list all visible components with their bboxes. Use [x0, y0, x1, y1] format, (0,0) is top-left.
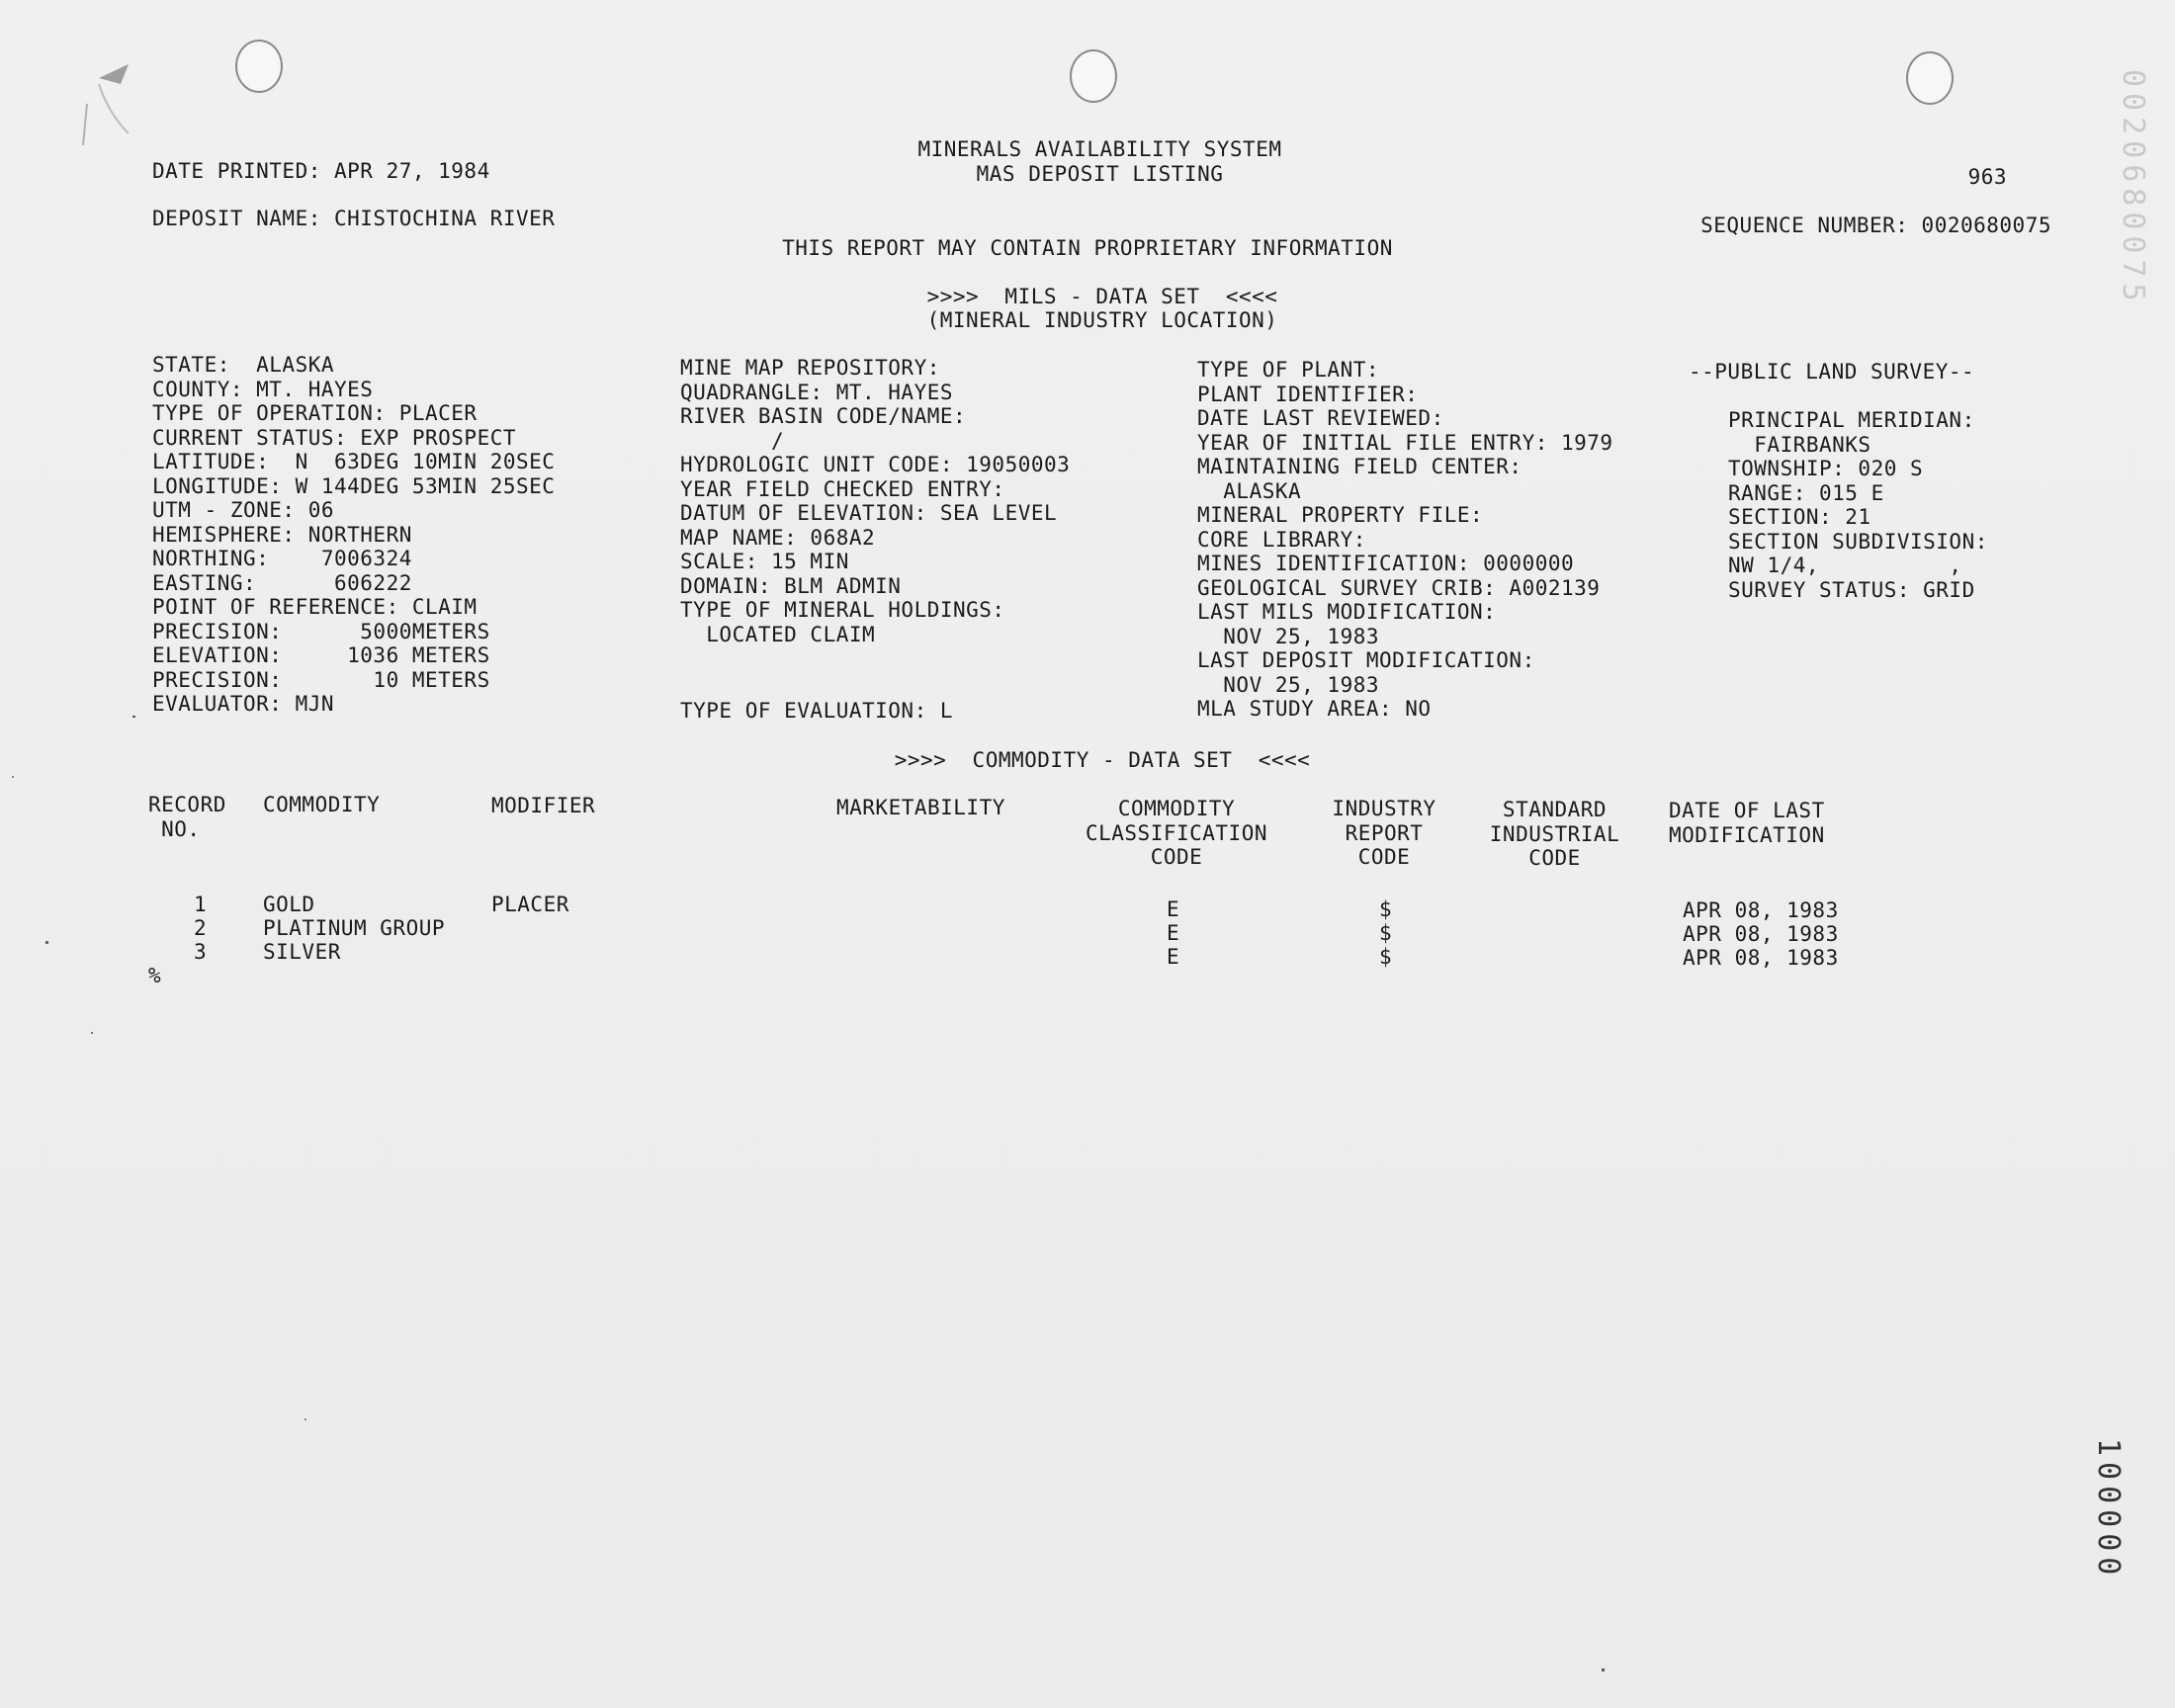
- classification-code-cell: E: [1167, 921, 1180, 945]
- record-number-cell: 3: [194, 940, 208, 964]
- survey-field-line: PRINCIPAL MERIDIAN:: [1728, 408, 1975, 432]
- sequence-number: SEQUENCE NUMBER: 0020680075: [1700, 214, 2051, 237]
- column-header-line: MARKETABILITY: [836, 796, 1005, 819]
- mils-field-line: PRECISION: 5000METERS: [152, 619, 490, 643]
- page-number: 963: [1967, 165, 2007, 189]
- mils-field-line: PRECISION: 10 METERS: [152, 667, 490, 692]
- column-header-line: CLASSIFICATION: [1085, 820, 1267, 845]
- industry-report-code-cell: $: [1379, 945, 1393, 969]
- column-header-line: COMMODITY: [1117, 797, 1236, 820]
- report-terminator: %: [148, 964, 162, 987]
- industry-report-code-cell: $: [1379, 921, 1393, 945]
- survey-field-line: RANGE: 015 E: [1728, 480, 1884, 505]
- survey-field-line: SURVEY STATUS: GRID: [1728, 577, 1975, 602]
- table-row: [0, 893, 2175, 922]
- punch-hole-center: [1070, 49, 1117, 103]
- mils-field-line: QUADRANGLE: MT. HAYES: [680, 380, 954, 404]
- paper-speck: [45, 941, 48, 944]
- survey-field-line: TOWNSHIP: 020 S: [1728, 457, 1924, 480]
- mils-field-line: EASTING: 606222: [152, 570, 412, 595]
- mils-field-line: TYPE OF OPERATION: PLACER: [152, 401, 478, 425]
- column-header-line: NO.: [148, 816, 201, 841]
- commodity-cell: PLATINUM GROUP: [263, 916, 446, 940]
- mils-field-line: POINT OF REFERENCE: CLAIM: [152, 595, 478, 619]
- mils-field-line: PLANT IDENTIFIER:: [1197, 382, 1419, 406]
- mils-field-line: LAST MILS MODIFICATION:: [1197, 600, 1497, 624]
- mils-field-line: MLA STUDY AREA: NO: [1197, 697, 1432, 721]
- mils-field-line: COUNTY: MT. HAYES: [152, 377, 374, 401]
- mils-field-line: LAST DEPOSIT MODIFICATION:: [1197, 648, 1535, 672]
- mils-field-line: LATITUDE: N 63DEG 10MIN 20SEC: [152, 450, 556, 473]
- record-number-cell: 2: [194, 916, 208, 940]
- mils-field-line: LOCATED CLAIM: [680, 622, 876, 646]
- mils-field-line: STATE: ALASKA: [152, 353, 335, 377]
- table-row: [0, 940, 2175, 970]
- mils-field-line: HEMISPHERE: NORTHERN: [152, 522, 412, 547]
- survey-field-line: SECTION: 21: [1728, 505, 1871, 529]
- col-header-date: [1669, 799, 1825, 847]
- column-header-line: RECORD: [148, 793, 226, 816]
- mils-field-line: MINES IDENTIFICATION: 0000000: [1197, 552, 1575, 575]
- mils-field-line: ELEVATION: 1036 METERS: [152, 643, 490, 667]
- system-title: MINERALS AVAILABILITY SYSTEM: [917, 137, 1282, 161]
- punch-hole-left: [235, 40, 283, 93]
- deposit-name: DEPOSIT NAME: CHISTOCHINA RIVER: [152, 207, 556, 230]
- survey-field-line: NW 1/4, ,: [1728, 554, 1962, 577]
- mils-file-column: [1197, 358, 1613, 722]
- modification-date-cell: APR 08, 1983: [1683, 898, 1839, 922]
- column-header-line: COMMODITY: [263, 793, 381, 816]
- proprietary-notice: THIS REPORT MAY CONTAIN PROPRIETARY INFORMATION: [782, 236, 1393, 260]
- public-land-survey-column: [1728, 408, 1988, 602]
- paper-speck: [132, 716, 135, 718]
- mils-heading: >>>> MILS - DATA SET <<<<: [926, 285, 1278, 308]
- mils-field-line: HYDROLOGIC UNIT CODE: 19050003: [680, 453, 1071, 476]
- mils-field-line: GEOLOGICAL SURVEY CRIB: A002139: [1197, 575, 1601, 600]
- column-header-line: REPORT: [1345, 820, 1424, 845]
- mils-field-line: MAINTAINING FIELD CENTER:: [1197, 455, 1522, 478]
- mils-field-line: EVALUATOR: MJN: [152, 692, 335, 716]
- col-header-industry: [1305, 797, 1463, 870]
- paper-speck: [91, 1032, 93, 1034]
- mils-field-line: MINE MAP REPOSITORY:: [680, 356, 940, 380]
- modifier-cell: PLACER: [491, 893, 569, 916]
- listing-title: MAS DEPOSIT LISTING: [976, 162, 1224, 186]
- classification-code-cell: E: [1167, 945, 1180, 969]
- mils-field-line: CURRENT STATUS: EXP PROSPECT: [152, 425, 517, 450]
- paper-speck: [12, 776, 14, 778]
- col-header-classification: [1068, 797, 1285, 870]
- classification-code-cell: E: [1167, 897, 1180, 921]
- survey-field-line: FAIRBANKS: [1728, 432, 1871, 457]
- mils-map-column: [680, 356, 1070, 646]
- paper-speck: [304, 1418, 306, 1420]
- table-row: [0, 916, 2175, 946]
- mils-field-line: NORTHING: 7006324: [152, 547, 412, 570]
- commodity-cell: SILVER: [263, 940, 341, 964]
- type-of-evaluation: TYPE OF EVALUATION: L: [680, 699, 954, 723]
- commodity-cell: GOLD: [263, 893, 315, 916]
- mils-field-line: UTM - ZONE: 06: [152, 498, 335, 522]
- mils-location-column: [152, 353, 555, 717]
- column-header-line: CODE: [1528, 846, 1581, 870]
- survey-field-line: SECTION SUBDIVISION:: [1728, 529, 1988, 554]
- col-header-commodity: [263, 793, 380, 817]
- column-header-line: INDUSTRIAL: [1489, 821, 1620, 846]
- record-number-cell: 1: [194, 893, 208, 916]
- col-header-modifier: [491, 794, 595, 818]
- paper-smudge-mark: [69, 54, 168, 153]
- public-land-survey-heading: --PUBLIC LAND SURVEY--: [1689, 360, 1975, 384]
- column-header-line: CODE: [1357, 845, 1411, 869]
- mils-field-line: LONGITUDE: W 144DEG 53MIN 25SEC: [152, 473, 556, 498]
- mils-field-line: DOMAIN: BLM ADMIN: [680, 573, 902, 598]
- document-stamp-number: 100000: [2091, 1438, 2126, 1581]
- column-header-line: CODE: [1150, 845, 1203, 869]
- industry-report-code-cell: $: [1379, 897, 1393, 921]
- col-header-record: [148, 793, 226, 841]
- mils-field-line: /: [680, 428, 785, 453]
- mils-field-line: SCALE: 15 MIN: [680, 550, 849, 573]
- mils-field-line: YEAR FIELD CHECKED ENTRY:: [680, 476, 1005, 501]
- col-header-marketability: [836, 796, 1005, 820]
- mils-field-line: RIVER BASIN CODE/NAME:: [680, 404, 967, 428]
- mils-field-line: ALASKA: [1197, 478, 1302, 503]
- col-header-standard: [1473, 798, 1636, 871]
- paper-speck: [1602, 1668, 1605, 1671]
- mils-field-line: DATUM OF ELEVATION: SEA LEVEL: [680, 501, 1058, 525]
- mils-field-line: NOV 25, 1983: [1197, 672, 1380, 697]
- modification-date-cell: APR 08, 1983: [1683, 922, 1839, 946]
- column-header-line: STANDARD: [1502, 798, 1608, 821]
- mils-field-line: YEAR OF INITIAL FILE ENTRY: 1979: [1197, 430, 1613, 455]
- punch-hole-right: [1906, 51, 1954, 105]
- column-header-line: DATE OF LAST: [1669, 799, 1825, 822]
- faint-sequence-stamp: 0020680075: [2116, 69, 2150, 307]
- mils-field-line: TYPE OF MINERAL HOLDINGS:: [680, 598, 1005, 622]
- mils-field-line: CORE LIBRARY:: [1197, 527, 1366, 552]
- commodity-heading: >>>> COMMODITY - DATA SET <<<<: [894, 748, 1311, 772]
- mils-subheading: (MINERAL INDUSTRY LOCATION): [926, 308, 1278, 332]
- mils-field-line: TYPE OF PLANT:: [1197, 358, 1380, 382]
- mils-field-line: NOV 25, 1983: [1197, 624, 1380, 648]
- mils-field-line: MAP NAME: 068A2: [680, 525, 876, 550]
- column-header-line: MODIFIER: [491, 794, 596, 817]
- modification-date-cell: APR 08, 1983: [1683, 946, 1839, 970]
- column-header-line: INDUSTRY: [1332, 797, 1436, 820]
- mils-field-line: MINERAL PROPERTY FILE:: [1197, 503, 1484, 527]
- column-header-line: MODIFICATION: [1669, 822, 1825, 847]
- mils-field-line: DATE LAST REVIEWED:: [1197, 406, 1444, 430]
- date-printed: DATE PRINTED: APR 27, 1984: [152, 159, 490, 183]
